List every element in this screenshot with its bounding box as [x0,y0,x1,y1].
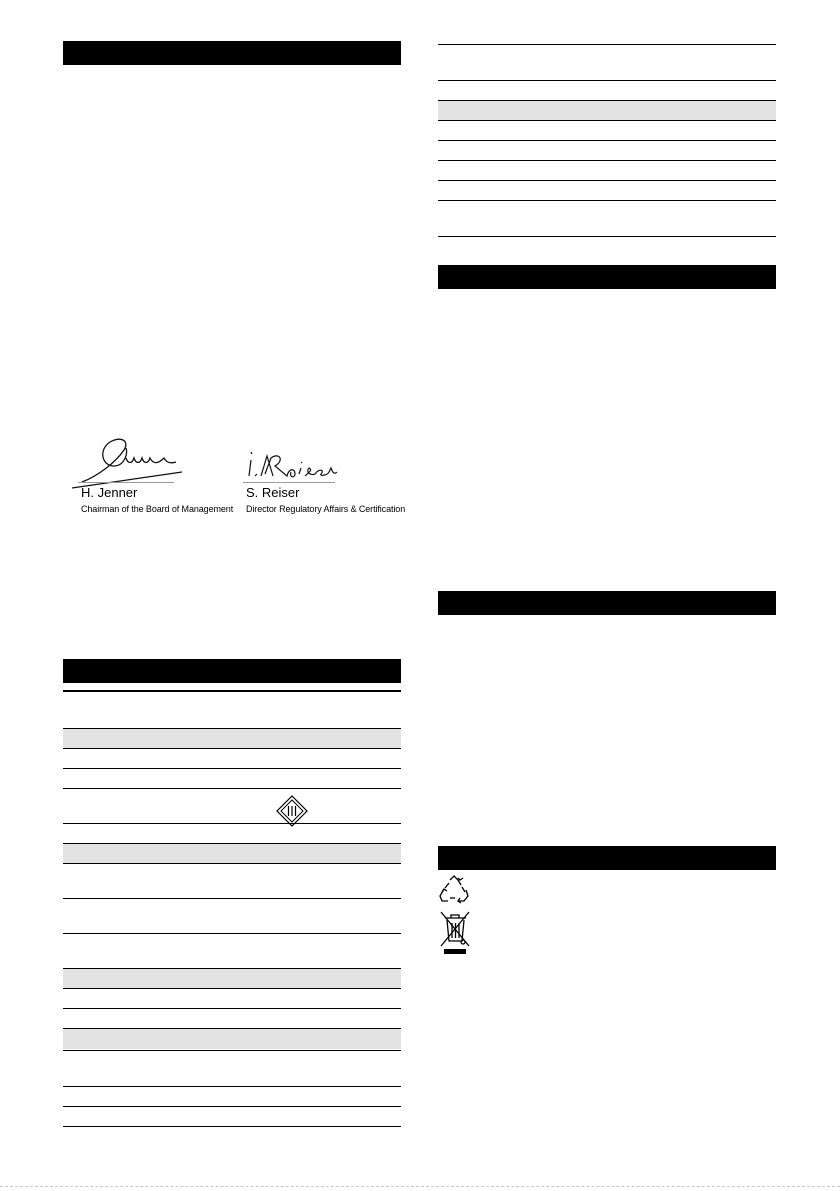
section-header-bar [438,265,776,289]
table-group-row [438,101,776,121]
table-rule [63,1086,401,1087]
recycling-icon [438,874,470,906]
table-rule [63,748,401,749]
signature-line-reiser [243,482,335,483]
page-cut-line [0,1186,840,1187]
signature-reiser [243,446,338,482]
table-rule [63,1126,401,1127]
table-rule [438,120,776,121]
table-rule [63,690,401,692]
table-group-row [63,1029,401,1049]
section-header-bar [438,591,776,615]
table-rule [438,180,776,181]
table-rule [63,898,401,899]
table-group-row [63,729,401,749]
table-rule [438,44,776,45]
table-rule [438,160,776,161]
table-rule [438,236,776,237]
table-rule [438,140,776,141]
section-header-bar [63,659,401,683]
table-rule [63,1008,401,1009]
table-rule [63,768,401,769]
section-header-bar [438,846,776,870]
signatory-role: Director Regulatory Affairs & Certification [246,504,406,514]
table-rule [63,988,401,989]
signatory-role: Chairman of the Board of Management [81,504,234,514]
table-rule [438,200,776,201]
crossed-out-wheelie-bin-icon [438,908,472,956]
table-rule [438,80,776,81]
section-header-bar [63,41,401,65]
signatory-name: S. Reiser [246,485,300,500]
table-rule [63,1050,401,1051]
table-rule [63,933,401,934]
table-group-row [63,844,401,864]
signature-line-jenner [78,482,174,483]
signatory-name: H. Jenner [81,485,138,500]
table-rule [63,823,401,824]
table-rule [63,1106,401,1107]
table-rule [63,788,401,789]
table-rule [63,863,401,864]
table-group-row [63,969,401,989]
